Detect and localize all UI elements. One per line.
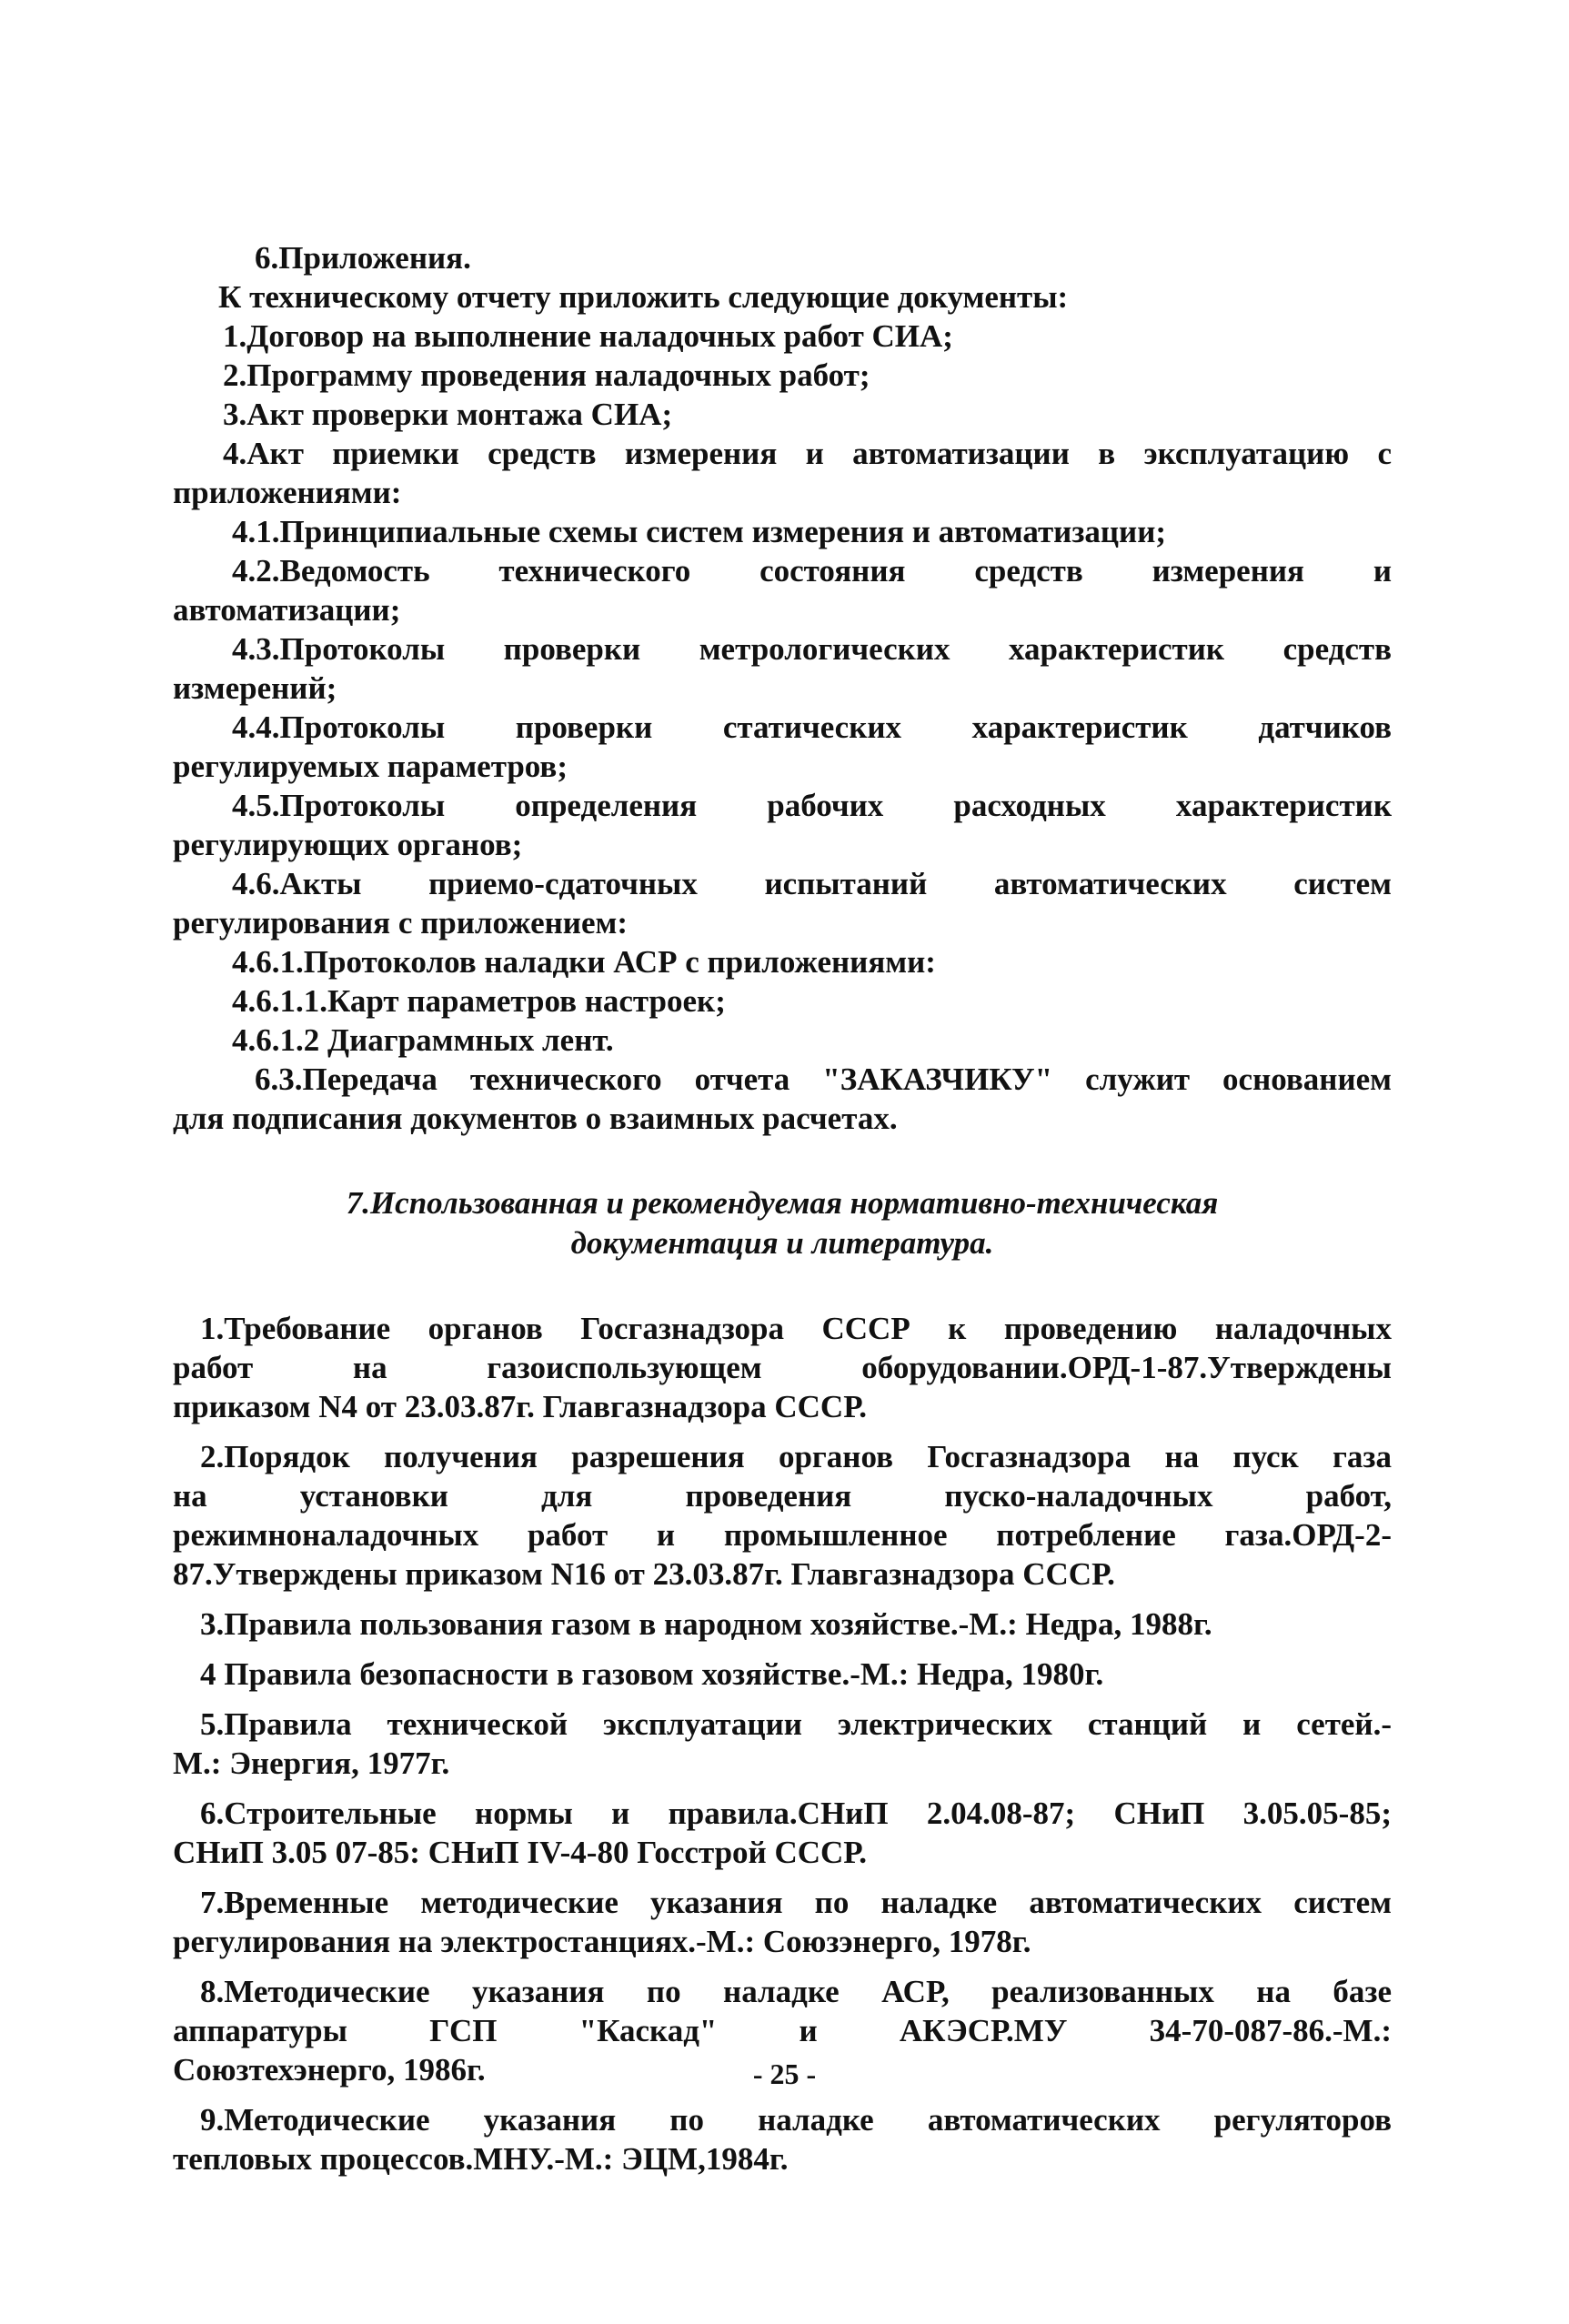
reference-7-line-2: регулирования на электростанциях.-М.: Союзэнерго, 1978г. xyxy=(173,1924,1031,1959)
attachment-item-4-3-line-2: измерений; xyxy=(173,670,337,706)
attachment-item-4-6-line-1: 4.6.Акты приемо-сдаточных испытаний автоматических систем xyxy=(232,866,1392,901)
paragraph-6-3-line-1: 6.3.Передача технического отчета "ЗАКАЗЧИКУ" служит основанием xyxy=(255,1061,1392,1097)
section-7-title xyxy=(173,1183,1392,1263)
reference-9-line-1: 9.Методические указания по наладке автоматических регуляторов xyxy=(200,2102,1392,2138)
section-7-title-line-1: 7.Использованная и рекомендуемая нормативно-техническая xyxy=(346,1185,1219,1221)
reference-9-line-2: тепловых процессов.МНУ.-М.: ЭЦМ,1984г. xyxy=(173,2141,789,2177)
document-page xyxy=(173,238,1392,2178)
attachment-item-4-4-line-2: регулируемых параметров; xyxy=(173,749,568,784)
reference-6-line-1: 6.Строительные нормы и правила.СНиП 2.04.08-87; СНиП 3.05.05-85; xyxy=(200,1796,1392,1831)
reference-8-line-2: аппаратуры ГСП "Каскад" и АКЭСР.МУ 34-70-087-86.-М.: xyxy=(173,2013,1392,2048)
reference-1-line-3: приказом N4 от 23.03.87г. Главгазнадзора СССР. xyxy=(173,1389,867,1424)
reference-5-line-1: 5.Правила технической эксплуатации электрических станций и сетей.- xyxy=(200,1706,1392,1742)
reference-5-line-2: М.: Энергия, 1977г. xyxy=(173,1746,450,1781)
attachment-item-4-4-line-1: 4.4.Протоколы проверки статических характеристик датчиков xyxy=(232,709,1392,745)
attachment-item-4-2-line-1: 4.2.Ведомость технического состояния средств измерения и xyxy=(232,553,1392,589)
section-7-title-line-2: документация и литература. xyxy=(570,1225,994,1261)
attachment-item-4-line-2: приложениями: xyxy=(173,475,402,510)
attachment-item-4-1: 4.1.Принципиальные схемы систем измерения и автоматизации; xyxy=(232,514,1167,549)
attachment-item-4-6-line-2: регулирования с приложением: xyxy=(173,905,628,941)
attachment-item-4-6-1: 4.6.1.Протоколов наладки АСР с приложениями: xyxy=(232,944,936,980)
reference-2-line-3: режимноналадочных работ и промышленное потребление газа.ОРД-2- xyxy=(173,1517,1392,1553)
reference-5 xyxy=(173,1705,1392,1783)
reference-3: 3.Правила пользования газом в народном хозяйстве.-М.: Недра, 1988г. xyxy=(200,1606,1212,1642)
reference-8-line-3: Союзтехэнерго, 1986г. xyxy=(173,2052,486,2088)
attachment-item-2: 2.Программу проведения наладочных работ; xyxy=(223,357,870,393)
reference-6-line-2: СНиП 3.05 07-85: СНиП IV-4-80 Госстрой СССР. xyxy=(173,1835,868,1870)
reference-9 xyxy=(173,2100,1392,2178)
reference-2-line-2: на установки для проведения пуско-наладочных работ, xyxy=(173,1478,1392,1514)
attachment-item-3: 3.Акт проверки монтажа СИА; xyxy=(223,397,673,432)
reference-1-line-1: 1.Требование органов Госгазнадзора СССР к проведению наладочных xyxy=(200,1311,1392,1346)
attachments-heading: 6.Приложения. xyxy=(255,240,471,276)
reference-6 xyxy=(173,1794,1392,1872)
reference-7 xyxy=(173,1883,1392,1961)
reference-8-line-1: 8.Методические указания по наладке АСР, реализованных на базе xyxy=(200,1974,1392,2009)
reference-2 xyxy=(173,1437,1392,1594)
attachment-item-4-6-1-2: 4.6.1.2 Диаграммных лент. xyxy=(232,1022,614,1058)
attachment-item-4-2-line-2: автоматизации; xyxy=(173,592,401,628)
paragraph-6-3-line-2: для подписания документов о взаимных расчетах. xyxy=(173,1101,898,1136)
reference-7-line-1: 7.Временные методические указания по наладке автоматических систем xyxy=(200,1885,1392,1920)
attachment-item-4-line-1: 4.Акт приемки средств измерения и автоматизации в эксплуатацию с xyxy=(223,436,1392,471)
reference-1 xyxy=(173,1309,1392,1426)
attachment-item-1: 1.Договор на выполнение наладочных работ СИА; xyxy=(223,318,953,354)
attachments-intro: К техническому отчету приложить следующие документы: xyxy=(218,279,1069,315)
attachment-item-4-6-1-1: 4.6.1.1.Карт параметров настроек; xyxy=(232,983,726,1019)
attachment-item-4-5-line-1: 4.5.Протоколы определения рабочих расходных характеристик xyxy=(232,788,1392,823)
attachment-item-4-5-line-2: регулирующих органов; xyxy=(173,827,523,862)
reference-1-line-2: работ на газоиспользующем оборудовании.ОРД-1-87.Утверждены xyxy=(173,1350,1392,1385)
attachment-item-4-3-line-1: 4.3.Протоколы проверки метрологических характеристик средств xyxy=(232,631,1392,667)
page-number: - 25 - xyxy=(752,2057,817,2090)
reference-4: 4 Правила безопасности в газовом хозяйстве.-М.: Недра, 1980г. xyxy=(200,1656,1104,1692)
reference-2-line-1: 2.Порядок получения разрешения органов Госгазнадзора на пуск газа xyxy=(200,1439,1392,1474)
reference-2-line-4: 87.Утверждены приказом N16 от 23.03.87г. Главгазнадзора СССР. xyxy=(173,1556,1115,1592)
